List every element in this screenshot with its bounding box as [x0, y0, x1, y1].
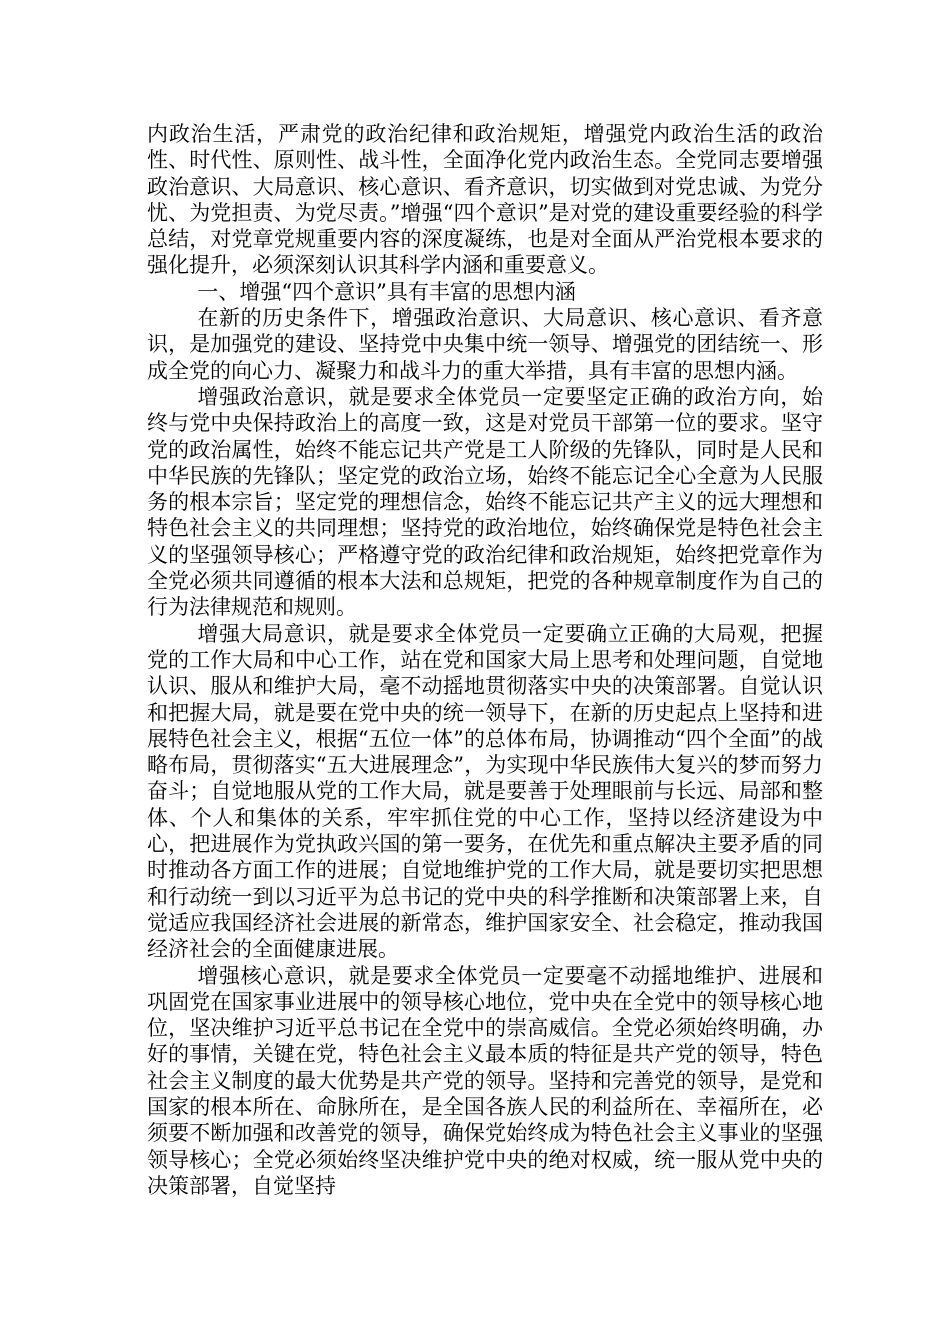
- paragraph-intro-continued: 内政治生活，严肃党的政治纪律和政治规矩，增强党内政治生活的政治性、时代性、原则性、战斗性，全面净化党内政治生态。全党同志要增强政治意识、大局意识、核心意识、看齐意识，切实做到对党忠诚、为党分忧、为党担责、为党尽责。”增强“四个意识”是对党的建设重要经验的科学总结，对党章党规重要内容的深度凝练，也是对全面从严治党根本要求的强化提升，必须深刻认识其科学内涵和重要意义。: [147, 122, 823, 278]
- paragraph-thought-connotation: 在新的历史条件下，增强政治意识、大局意识、核心意识、看齐意识，是加强党的建设、坚持党中央集中统一领导、增强党的团结统一、形成全党的向心力、凝聚力和战斗力的重大举措，具有丰富的思想内涵。: [147, 306, 823, 383]
- document-page: [147, 121, 823, 1199]
- paragraph-overall-awareness: 增强大局意识，就是要求全体党员一定要确立正确的大局观，把握党的工作大局和中心工作，站在党和国家大局上思考和处理问题，自觉地认识、服从和维护大局，毫不动摇地贯彻落实中央的决策部署。自觉认识和把握大局，就是要在党中央的统一领导下，在新的历史起点上坚持和进展特色社会主义，根据“五位一体”的总体布局，协调推动“四个全面”的战略布局，贯彻落实“五大进展理念”，为实现中华民族伟大复兴的梦而努力奋斗；自觉地服从党的工作大局，就是要善于处理眼前与长远、局部和整体、个人和集体的关系，牢牢抓住党的中心工作，坚持以经济建设为中心，把进展作为党执政兴国的第一要务，在优先和重点解决主要矛盾的同时推动各方面工作的进展；自觉地维护党的工作大局，就是要切实把思想和行动统一到以习近平为总书记的党中央的科学推断和决策部署上来，自觉适应我国经济社会进展的新常态，维护国家安全、社会稳定，推动我国经济社会的全面健康进展。: [147, 621, 823, 962]
- paragraph-core-awareness: 增强核心意识，就是要求全体党员一定要毫不动摇地维护、进展和巩固党在国家事业进展中的领导核心地位，党中央在全党中的领导核心地位，坚决维护习近平总书记在全党中的崇高威信。全党必须始终明确，办好的事情，关键在党，特色社会主义最本质的特征是共产党的领导，特色社会主义制度的最大优势是共产党的领导。坚持和完善党的领导，是党和国家的根本所在、命脉所在，是全国各族人民的利益所在、幸福所在，必须要不断加强和改善党的领导，确保党始终成为特色社会主义事业的坚强领导核心；全党必须始终坚决维护党中央的绝对权威，统一服从党中央的决策部署，自觉坚持: [147, 963, 823, 1198]
- paragraph-political-awareness: 增强政治意识，就是要求全体党员一定要坚定正确的政治方向，始终与党中央保持政治上的高度一致，这是对党员干部第一位的要求。坚守党的政治属性，始终不能忘记共产党是工人阶级的先锋队，同时是人民和中华民族的先锋队；坚定党的政治立场，始终不能忘记全心全意为人民服务的根本宗旨；坚定党的理想信念，始终不能忘记共产主义的远大理想和特色社会主义的共同理想；坚持党的政治地位，始终确保党是特色社会主义的坚强领导核心；严格遵守党的政治纪律和政治规矩，始终把党章作为全党必须共同遵循的根本大法和总规矩，把党的各种规章制度作为自己的行为法律规范和规则。: [147, 384, 823, 620]
- section-heading-1: 一、增强“四个意识”具有丰富的思想内涵: [197, 279, 576, 304]
